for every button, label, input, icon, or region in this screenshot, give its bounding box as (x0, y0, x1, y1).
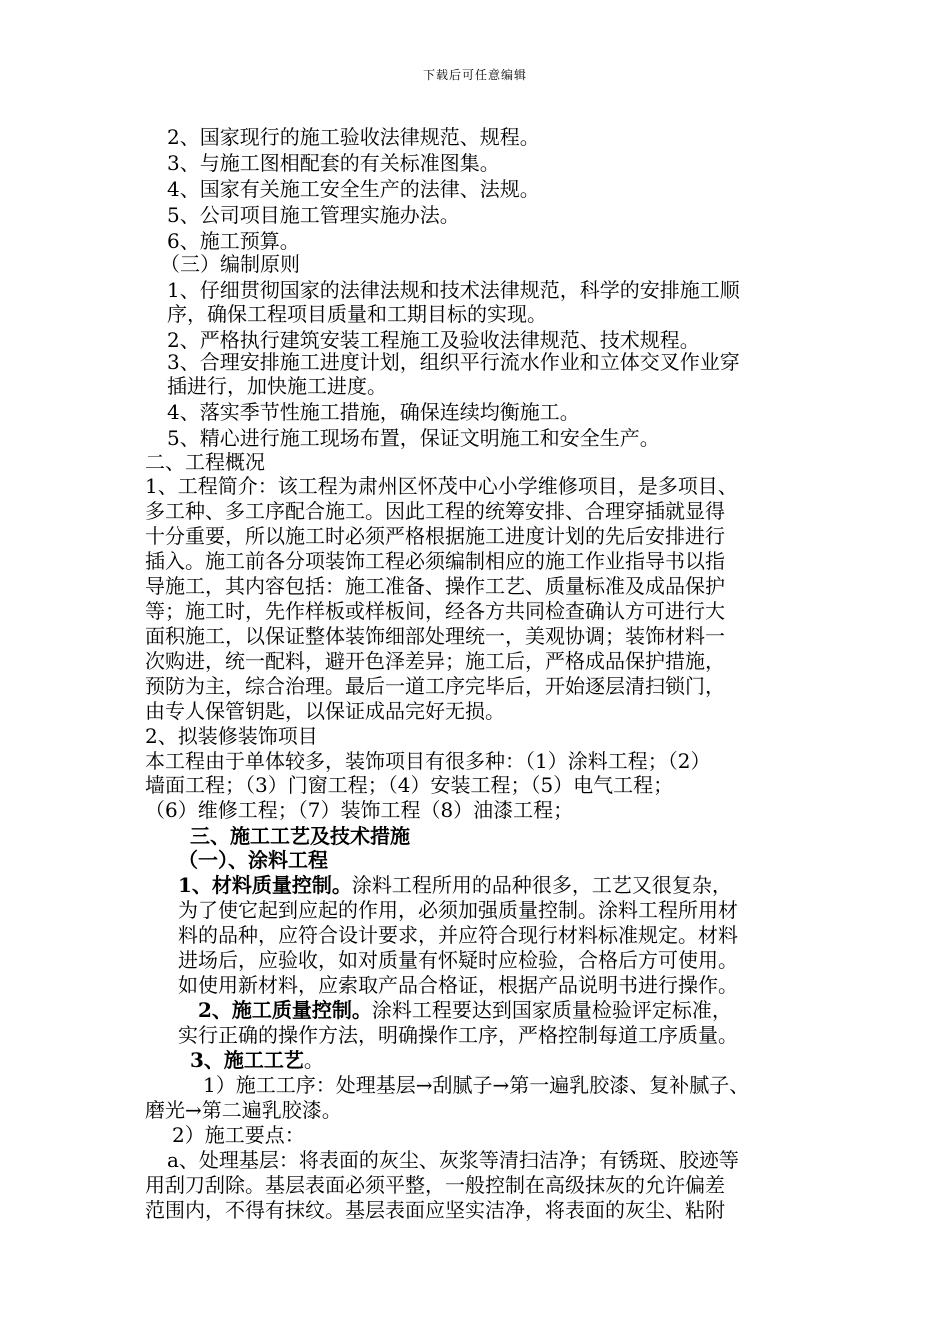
text-line: 墙面工程；（3）门窗工程；（4）安装工程；（5）电气工程； (145, 773, 674, 797)
text-line: 1）施工工序：处理基层→刮腻子→第一遍乳胶漆、复补腻子、 (203, 1073, 750, 1097)
text-segment: 。 (303, 1048, 324, 1072)
bold-lead: 1、材料质量控制。 (178, 873, 352, 897)
text-line: 本工程由于单体较多，装饰项目有很多种：（1）涂料工程；（2） (145, 749, 711, 773)
text-line: 进场后，应验收，如对质量有怀疑时应检验，合格后方可使用。 (178, 948, 738, 972)
text-line: 面积施工，以保证整体装饰细部处理统一，美观协调；装饰材料一 (145, 624, 725, 648)
text-line: 2）施工要点： (172, 1123, 305, 1147)
text-line: 4、国家有关施工安全生产的法律、法规。 (167, 177, 540, 201)
text-line (198, 998, 732, 1022)
text-line: 多工种、多工序配合施工。因此工程的统筹安排、合理穿插就显得 (145, 499, 725, 523)
text-line: 预防为主，综合治理。最后一道工序完毕后，开始逐层清扫锁门， (145, 674, 725, 698)
text-line: 范围内，不得有抹纹。基层表面应坚实洁净，将表面的灰尘、粘附 (145, 1198, 725, 1222)
text-line: a、处理基层：将表面的灰尘、灰浆等清扫洁净；有锈斑、胶迹等 (167, 1148, 739, 1172)
text-line: 插入。施工前各分项装饰工程必须编制相应的施工作业指导书以指 (145, 549, 725, 573)
text-line: 三、施工工艺及技术措施 (190, 824, 410, 848)
text-line: 料的品种，应符合设计要求，并应符合现行材料标准规定。材料 (178, 923, 738, 947)
text-line: 插进行，加快施工进度。 (167, 374, 387, 398)
text-line: 磨光→第二遍乳胶漆。 (145, 1098, 342, 1122)
bold-lead: 3、施工工艺 (190, 1048, 304, 1072)
text-line: 为了使它起到应起的作用，必须加强质量控制。涂料工程所用材 (178, 898, 738, 922)
text-line (178, 873, 732, 897)
text-line: 导施工，其内容包括：施工准备、操作工艺、质量标准及成品保护 (145, 574, 725, 598)
text-line: 等；施工时，先作样板或样板间，经各方共同检查确认方可进行大 (145, 599, 725, 623)
text-line: 2、国家现行的施工验收法律规范、规程。 (167, 125, 540, 149)
text-line: 2、拟装修装饰项目 (145, 724, 318, 748)
page-header: 下载后可任意编辑 (422, 68, 527, 82)
text-line: 3、与施工图相配套的有关标准图集。 (167, 151, 500, 175)
text-line: 5、精心进行施工现场布置，保证文明施工和安全生产。 (167, 426, 660, 450)
text-line: 1、工程简介：该工程为肃州区怀茂中心小学维修项目，是多项目、 (145, 474, 738, 498)
bold-lead: 2、施工质量控制。 (198, 998, 372, 1022)
text-line: （6）维修工程；（7）装饰工程（8）油漆工程； (145, 798, 574, 822)
text-line: 5、公司项目施工管理实施办法。 (167, 203, 460, 227)
text-line: 2、严格执行建筑安装工程施工及验收法律规范、技术规程。 (167, 328, 700, 352)
text-segment: 涂料工程所用的品种很多，工艺又很复杂， (351, 873, 732, 897)
text-segment: 涂料工程要达到国家质量检验评定标准， (371, 998, 732, 1022)
text-line: 实行正确的操作方法，明确操作工序，严格控制每道工序质量。 (178, 1023, 738, 1047)
text-line: 序，确保工程项目质量和工期目标的实现。 (167, 302, 547, 326)
text-line: 如使用新材料，应索取产品合格证，根据产品说明书进行操作。 (178, 973, 738, 997)
text-line: 4、落实季节性施工措施，确保连续均衡施工。 (167, 400, 580, 424)
text-line: （一）、涂料工程 (178, 848, 328, 872)
text-line: 十分重要，所以施工时必须严格根据施工进度计划的先后安排进行 (145, 524, 725, 548)
text-line: 由专人保管钥匙，以保证成品完好无损。 (145, 699, 505, 723)
text-line: 6、施工预算。 (167, 229, 300, 253)
text-line: 3、合理安排施工进度计划，组织平行流水作业和立体交叉作业穿 (167, 350, 740, 374)
text-line: 次购进，统一配料，避开色泽差异；施工后，严格成品保护措施， (145, 649, 725, 673)
text-line (190, 1048, 324, 1072)
text-line: 用刮刀刮除。基层表面必须平整，一般控制在高级抹灰的允许偏差 (145, 1173, 725, 1197)
text-line: 1、仔细贯彻国家的法律法规和技术法律规范，科学的安排施工顺 (167, 278, 740, 302)
text-line: （三）编制原则 (160, 252, 300, 276)
text-line: 二、工程概况 (145, 450, 265, 474)
